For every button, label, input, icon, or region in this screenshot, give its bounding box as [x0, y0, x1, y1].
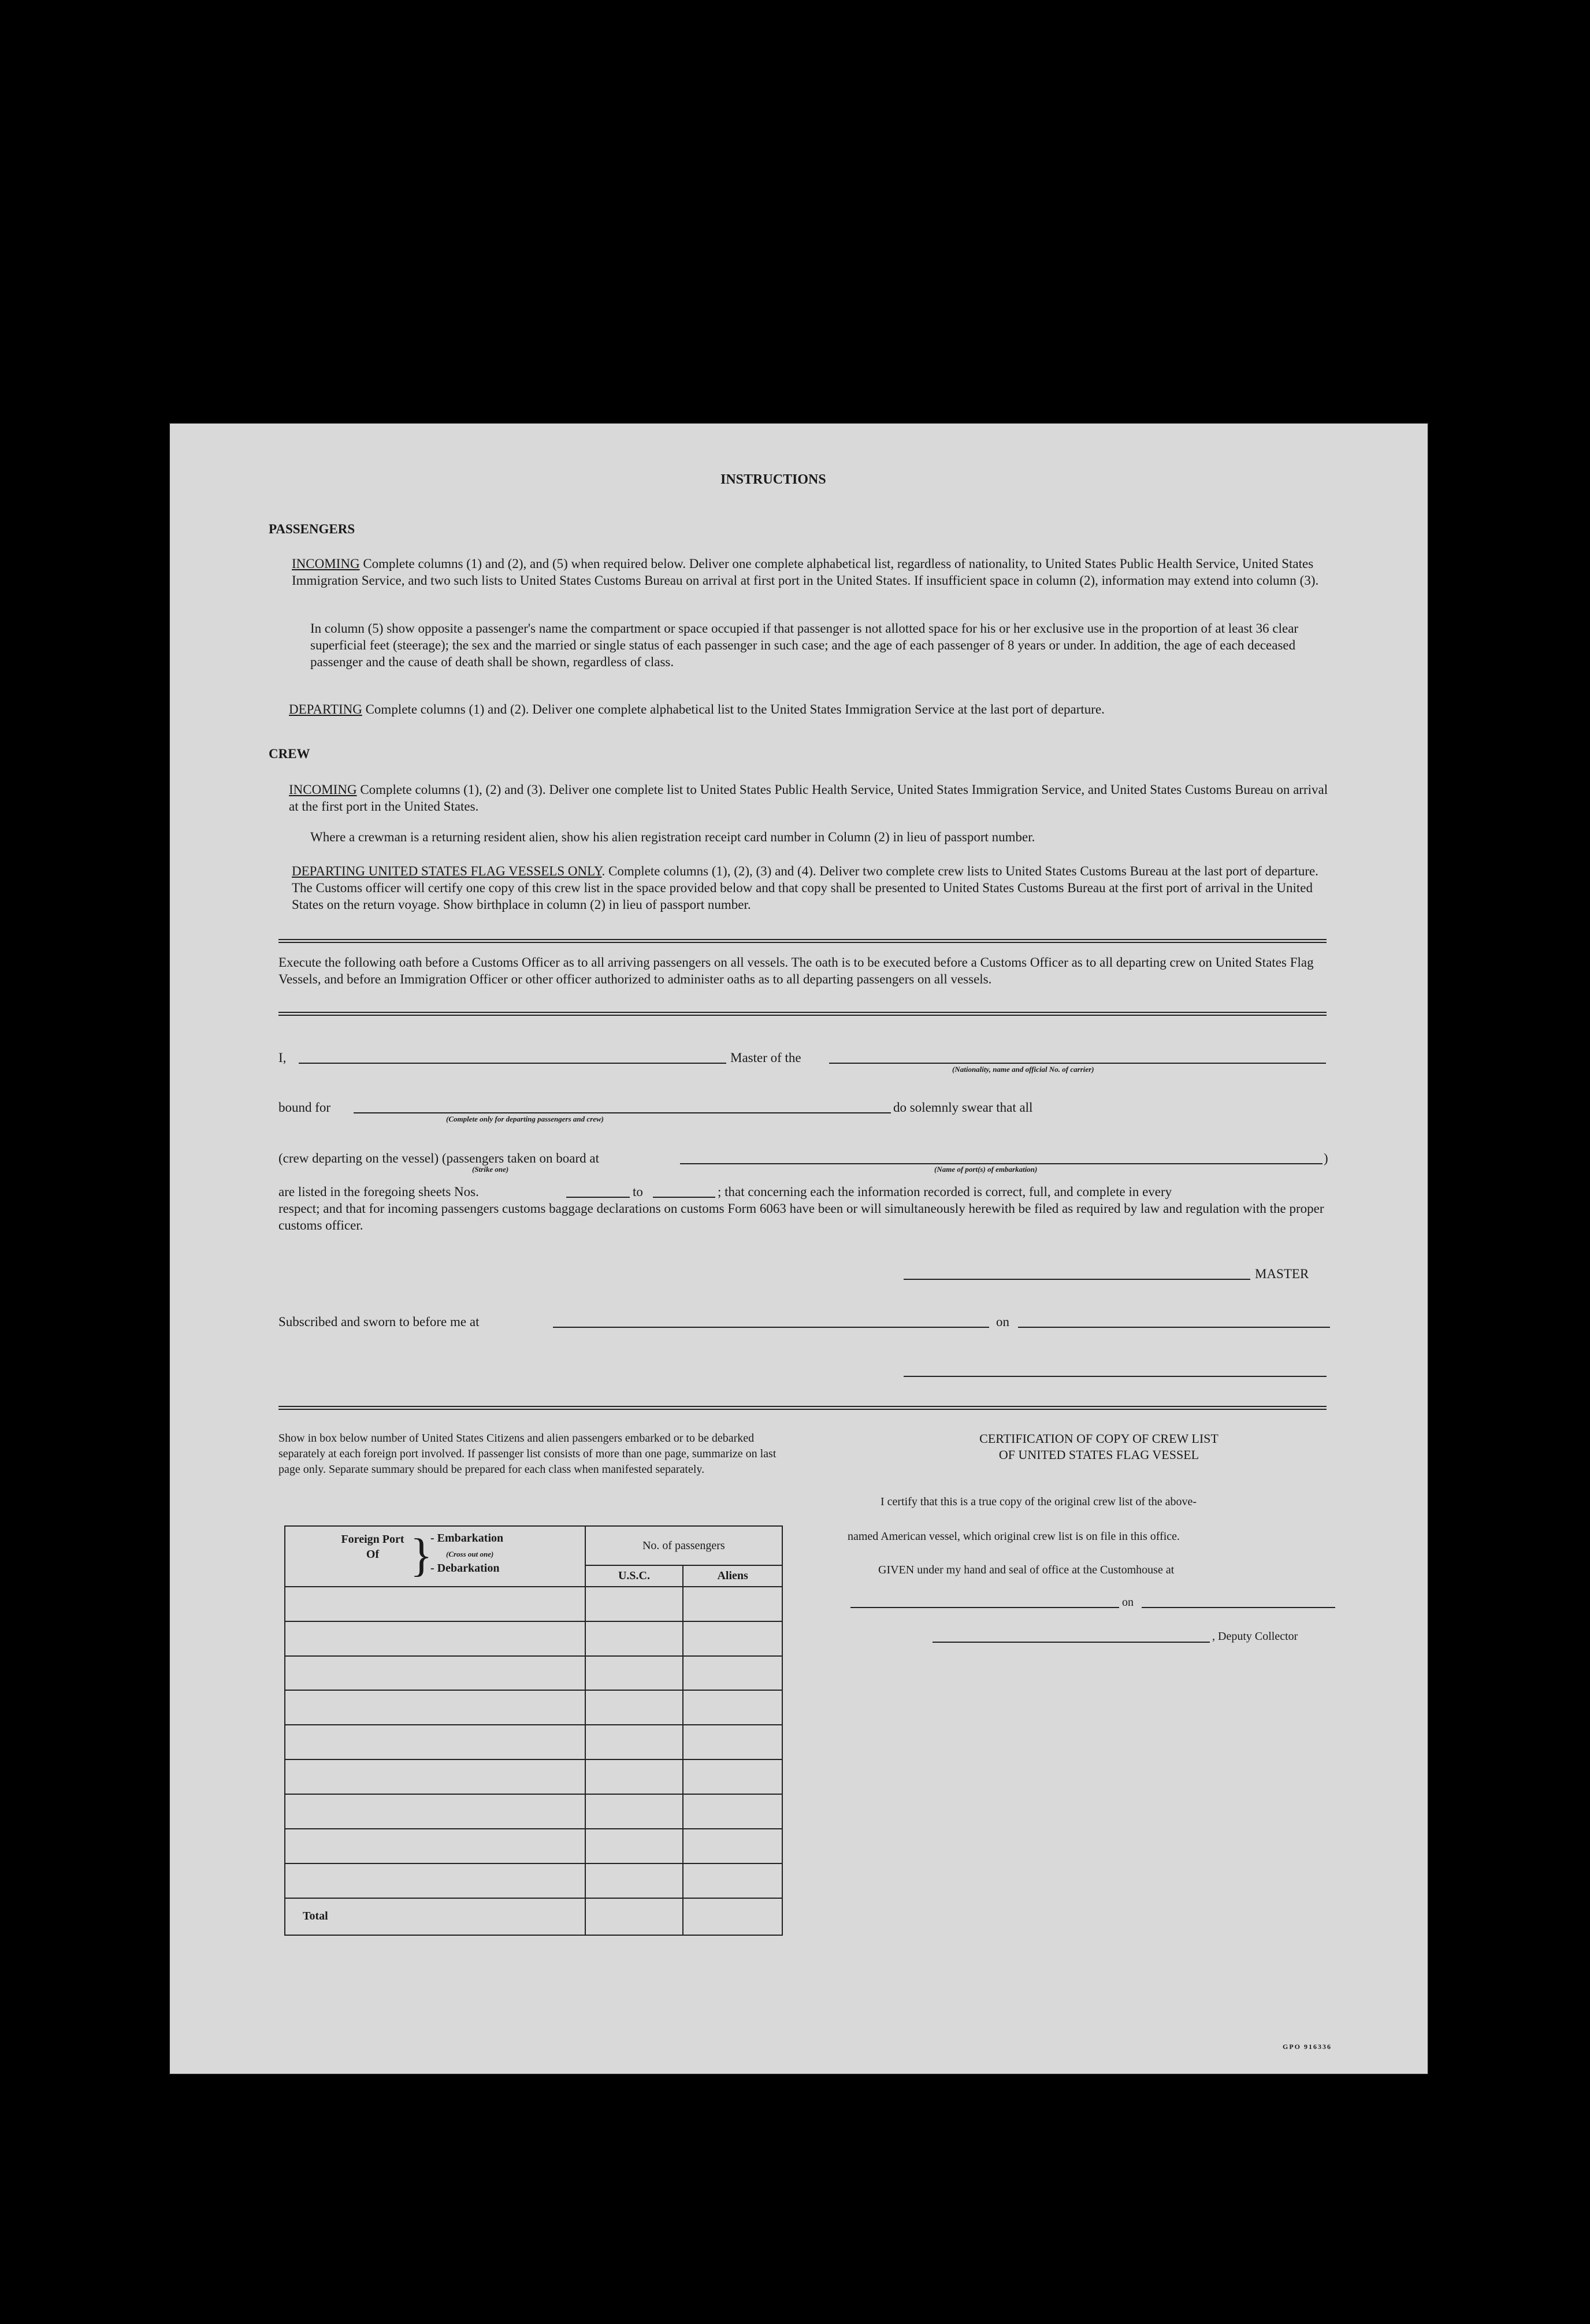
- cert-title-2: OF UNITED STATES FLAG VESSEL: [998, 1447, 1199, 1462]
- port-cell[interactable]: [285, 1587, 585, 1621]
- listed-text-b: ; that concerning each the information recorded is correct, full, and complete in every: [718, 1185, 1172, 1199]
- carrier-line[interactable]: [829, 1063, 1326, 1064]
- footer-code: GPO 916336: [1283, 2043, 1332, 2051]
- cross-hint: (Cross out one): [446, 1550, 494, 1559]
- oath-on-label: on: [996, 1315, 1009, 1329]
- deputy-signature-line[interactable]: [933, 1642, 1210, 1643]
- crew-departing-text: (crew departing on the vessel) (passengers taken on board at: [278, 1151, 599, 1165]
- strike-hint: (Strike one): [472, 1165, 509, 1174]
- passengers-departing-text: Complete columns (1) and (2). Deliver one complete alphabetical list to the United States Immigration Service at the last port of departure.: [365, 702, 1105, 716]
- port-cell[interactable]: [285, 1863, 585, 1898]
- crew-departing-text: . Complete columns (1), (2), (3) and (4). Deliver two complete crew lists to United States Customs Bureau at the last port of departure. The Customs officer will certify one copy of this crew list in the space provided below and that copy shall be presented to United States Customs Bureau at the first port of arrival in the United States on the return voyage. Show birthplace in column (2) in lieu of passport number.: [292, 864, 1318, 912]
- debark-label: - Debarkation: [430, 1562, 500, 1575]
- complete-hint: (Complete only for departing passengers and crew): [446, 1115, 604, 1123]
- passengers-incoming: [292, 555, 1332, 589]
- col-aliens: Aliens: [683, 1565, 782, 1586]
- usc-cell[interactable]: [585, 1587, 683, 1621]
- bound-for-line[interactable]: [354, 1112, 891, 1113]
- aliens-cell[interactable]: [683, 1794, 782, 1829]
- divider: [278, 939, 1327, 943]
- divider: [278, 1012, 1327, 1016]
- embark-label: - Embarkation: [430, 1532, 504, 1545]
- listed-to: to: [633, 1185, 643, 1199]
- col-foreign-port: Foreign Port Of: [341, 1533, 404, 1561]
- passengers-incoming-text: Complete columns (1) and (2), and (5) when required below. Deliver one complete alphabetical list, regardless of nationality, to United States Public Health Service, United States Immigration Service, and two such lists to United States Customs Bureau on arrival at first port in the United States. If insufficient space in column (2), information may extend into column (3).: [292, 556, 1319, 588]
- usc-cell[interactable]: [585, 1863, 683, 1898]
- port-cell[interactable]: [285, 1656, 585, 1691]
- usc-cell[interactable]: [585, 1794, 683, 1829]
- aliens-cell[interactable]: [683, 1829, 782, 1863]
- sheet-to-line[interactable]: [653, 1197, 715, 1198]
- aliens-cell[interactable]: [683, 1725, 782, 1759]
- passengers-incoming-label: INCOMING: [292, 556, 360, 571]
- total-label: Total: [285, 1898, 585, 1935]
- passengers-column5: In column (5) show opposite a passenger's name the compartment or space occupied if that passenger is not allotted space for his or her exclusive use in the proportion of at least 36 clear superficial feet (steerage); the sex and the married or single status of each passenger in such case; and the age of each passenger of 8 years or under. In addition, the age of each deceased passenger and the cause of death shall be shown, regardless of class.: [310, 621, 1299, 669]
- officer-signature-line[interactable]: [904, 1376, 1327, 1377]
- swear-text: do solemnly swear that all: [893, 1100, 1033, 1115]
- ports-line[interactable]: [680, 1163, 1322, 1164]
- customhouse-line[interactable]: [850, 1607, 1119, 1608]
- cert-title: [931, 1431, 1266, 1463]
- aliens-cell[interactable]: [683, 1621, 782, 1656]
- crew-incoming: [289, 781, 1332, 815]
- deputy-label: , Deputy Collector: [1212, 1630, 1298, 1643]
- usc-cell[interactable]: [585, 1759, 683, 1794]
- listed-text-c: respect; and that for incoming passengers customs baggage declarations on customs Form 6063 have been or will simultaneously herewith be filed as required by law and regulation with the proper customs officer.: [278, 1201, 1324, 1232]
- sworn-date-line[interactable]: [1018, 1327, 1330, 1328]
- master-of-label: Master of the: [730, 1050, 801, 1065]
- port-cell[interactable]: [285, 1759, 585, 1794]
- passengers-departing-label: DEPARTING: [289, 702, 362, 716]
- foreign-port-header: [285, 1526, 585, 1587]
- usc-cell[interactable]: [585, 1725, 683, 1759]
- close-paren: ): [1324, 1151, 1328, 1165]
- crew-departing: [292, 863, 1332, 913]
- cert-text-1: I certify that this is a true copy of the original crew list of the above-: [881, 1495, 1197, 1508]
- col-passengers: No. of passengers: [585, 1526, 782, 1565]
- cert-date-line[interactable]: [1142, 1607, 1335, 1608]
- form-page: [169, 422, 1429, 2075]
- port-cell[interactable]: [285, 1725, 585, 1759]
- aliens-cell[interactable]: [683, 1863, 782, 1898]
- aliens-cell[interactable]: [683, 1690, 782, 1725]
- port-cell[interactable]: [285, 1690, 585, 1725]
- col-usc: U.S.C.: [585, 1565, 683, 1586]
- usc-cell[interactable]: [585, 1829, 683, 1863]
- bound-for-label: bound for: [278, 1100, 331, 1115]
- crew-resident: Where a crewman is a returning resident alien, show his alien registration receipt card number in Column (2) in lieu of passport number.: [310, 830, 1035, 844]
- port-cell[interactable]: [285, 1621, 585, 1656]
- usc-cell[interactable]: [585, 1621, 683, 1656]
- crew-incoming-text: Complete columns (1), (2) and (3). Deliver one complete list to United States Public Health Service, United States Immigration Service, and United States Customs Bureau on arrival at the first port in the United States.: [289, 782, 1328, 814]
- oath-i-label: I,: [278, 1050, 287, 1065]
- aliens-cell[interactable]: [683, 1587, 782, 1621]
- crew-heading: CREW: [269, 747, 310, 761]
- sheet-from-line[interactable]: [566, 1197, 630, 1198]
- sworn-place-line[interactable]: [553, 1327, 989, 1328]
- usc-total-cell[interactable]: [585, 1898, 683, 1935]
- cert-title-1: CERTIFICATION OF COPY OF CREW LIST: [979, 1431, 1218, 1446]
- cert-text-3: GIVEN under my hand and seal of office at the Customhouse at: [878, 1564, 1175, 1576]
- cert-on-label: on: [1122, 1596, 1134, 1609]
- nationality-hint: (Nationality, name and official No. of carrier): [952, 1065, 1094, 1074]
- page-title: INSTRUCTIONS: [720, 472, 826, 487]
- usc-cell[interactable]: [585, 1690, 683, 1725]
- passengers-departing: [289, 701, 1332, 718]
- master-label: MASTER: [1255, 1267, 1309, 1281]
- divider: [278, 1406, 1327, 1410]
- crew-departing-label: DEPARTING UNITED STATES FLAG VESSELS ONLY: [292, 864, 602, 878]
- listed-text-a: are listed in the foregoing sheets Nos.: [278, 1185, 479, 1199]
- oath-intro: Execute the following oath before a Customs Officer as to all arriving passengers on all vessels. The oath is to be executed before a Customs Officer as to all departing crew on United States Flag Vessels, and before an Immigration Officer or other officer authorized to administer oaths as to all departing passengers on all vessels.: [278, 955, 1314, 986]
- subscribed-text: Subscribed and sworn to before me at: [278, 1315, 480, 1329]
- aliens-cell[interactable]: [683, 1656, 782, 1691]
- master-name-line[interactable]: [299, 1063, 726, 1064]
- aliens-cell[interactable]: [683, 1759, 782, 1794]
- summary-instructions: Show in box below number of United States Citizens and alien passengers embarked or to be debarked separately at each foreign port involved. If passenger list consists of more than one page, summarize on last page only. Separate summary should be prepared for each class when manifested separately.: [278, 1432, 777, 1476]
- brace-icon: }: [410, 1530, 433, 1581]
- port-cell[interactable]: [285, 1794, 585, 1829]
- crew-incoming-label: INCOMING: [289, 782, 357, 797]
- passengers-heading: PASSENGERS: [269, 522, 355, 536]
- port-cell[interactable]: [285, 1829, 585, 1863]
- cert-text-2: named American vessel, which original crew list is on file in this office.: [848, 1530, 1180, 1543]
- master-signature-line[interactable]: [904, 1279, 1250, 1280]
- ports-hint: (Name of port(s) of embarkation): [934, 1165, 1038, 1174]
- passenger-summary-table: [284, 1525, 783, 1936]
- aliens-total-cell[interactable]: [683, 1898, 782, 1935]
- usc-cell[interactable]: [585, 1656, 683, 1691]
